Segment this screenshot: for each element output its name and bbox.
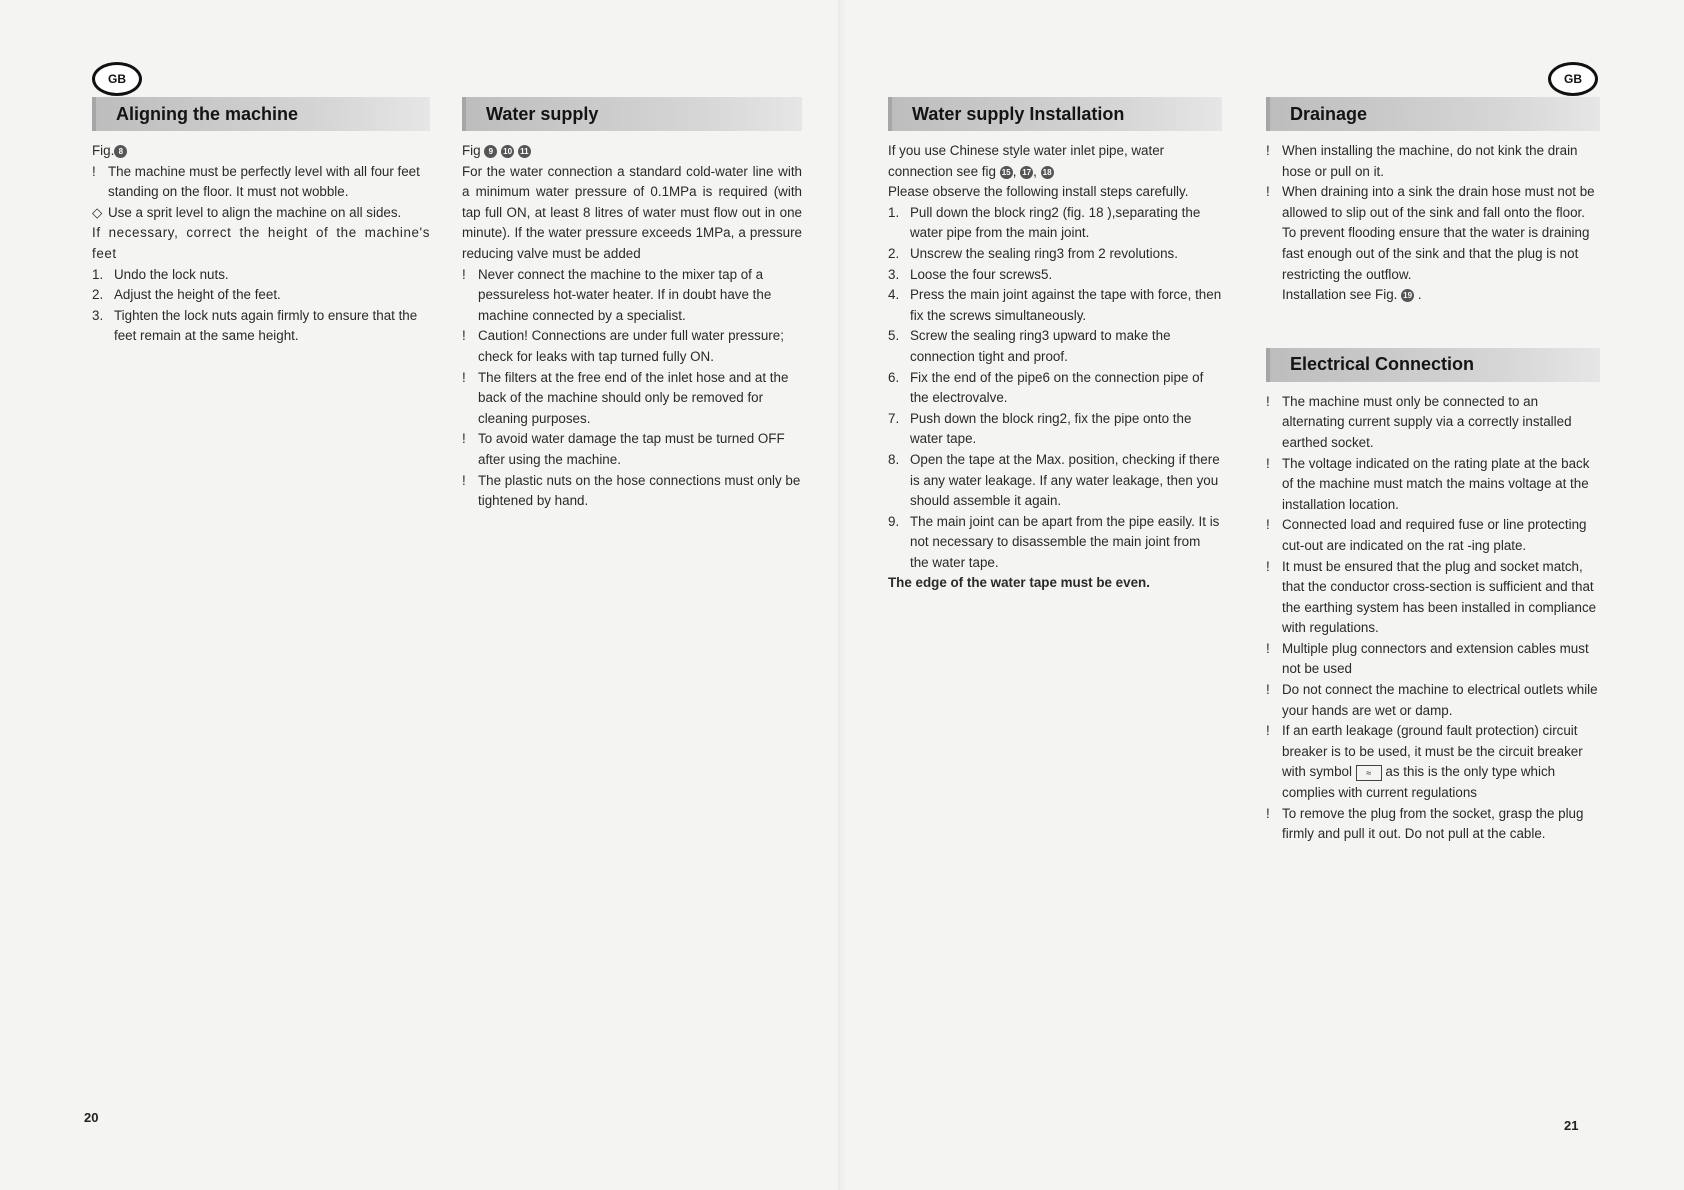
figure-number-icon: 19: [1401, 289, 1414, 302]
list-item: ! The machine must only be connected to an alternating current supply via a correctly installed earthed socket.: [1266, 393, 1572, 450]
page-number: 20: [84, 1110, 99, 1125]
bullet-text: Use a sprit level to align the machine on all sides.: [108, 204, 402, 220]
list-item: ! The voltage indicated on the rating plate at the back of the machine must match the mains voltage at the installation location.: [1266, 455, 1590, 512]
bullet-text: as this is the only type which complies with current regulations: [1282, 764, 1556, 801]
aligning-section: [92, 97, 430, 347]
fig-reference: Installation see Fig. 19 .: [1282, 287, 1422, 303]
intro-text: If necessary, correct the height of the machine's feet: [92, 225, 430, 261]
list-item: ! To avoid water damage the tap must be turned OFF after using the machine.: [462, 431, 785, 467]
bullet-text: It must be ensured that the plug and socket match, that the conductor cross-section is sufficient and that the earthing system has been installed in compliance with regulations.: [1282, 558, 1597, 636]
bullet-text: When installing the machine, do not kink the drain hose or pull on it.: [1282, 143, 1578, 179]
country-badge: GB: [1548, 62, 1598, 96]
bullet-text: To remove the plug from the socket, grasp the plug firmly and pull it out. Do not pull at the cable.: [1282, 805, 1584, 842]
section-heading: Water supply: [462, 97, 802, 131]
bullet-text: Connected load and required fuse or line protecting cut-out are indicated on the rat -ing plate.: [1282, 517, 1587, 553]
list-item: ! When installing the machine, do not kink the drain hose or pull on it.: [1266, 143, 1578, 179]
intro-text-2: Please observe the following install steps carefully.: [888, 184, 1189, 200]
list-item: ! Never connect the machine to the mixer tap of a pessureless hot-water heater. If in doubt have the machine connected by a specialist.: [462, 266, 772, 323]
list-item: ! When draining into a sink the drain hose must not be allowed to slip out of the sink and fall onto the floor. To prevent flooding ensure that the water is draining fast enough out of the sink and that the plug is not restricting the outflow.: [1266, 184, 1595, 282]
step-item: 3. Loose the four screws5.: [888, 266, 1053, 282]
step-text: Screw the sealing ring3 upward to make the connection tight and proof.: [910, 328, 1171, 364]
list-item: ! Connected load and required fuse or line protecting cut-out are indicated on the rat -ing plate.: [1266, 517, 1587, 553]
bullet-text: The machine must be perfectly level with all four feet standing on the floor. It must not wobble.: [108, 163, 420, 200]
figure-number-icon: 9: [484, 145, 497, 158]
list-item: ! Multiple plug connectors and extension cables must not be used: [1266, 640, 1589, 677]
list-item: ! It must be ensured that the plug and socket match, that the conductor cross-section is sufficient and that the earthing system has been installed in compliance with regulations.: [1266, 558, 1597, 636]
list-item: ! The plastic nuts on the hose connections must only be tightened by hand.: [462, 472, 801, 509]
list-item: [92, 203, 430, 224]
bullet-text: The plastic nuts on the hose connections must only be tightened by hand.: [478, 472, 801, 509]
step-item: 3. Tighten the lock nuts again firmly to ensure that the feet remain at the same height.: [92, 307, 418, 344]
fig-reference: [92, 141, 430, 162]
step-text: Pull down the block ring2 (fig. 18 ),separating the water pipe from the main joint.: [910, 204, 1201, 241]
step-item: 5. Screw the sealing ring3 upward to make the connection tight and proof.: [888, 328, 1171, 364]
section-heading-electrical: Electrical Connection: [1266, 348, 1600, 382]
country-badge: GB: [92, 62, 142, 96]
figure-number-icon: 10: [501, 145, 514, 158]
step-item: 2. Unscrew the sealing ring3 from 2 revolutions.: [888, 245, 1178, 261]
figure-number-icon: 15: [1000, 166, 1013, 179]
bullet-text: If an earth leakage (ground fault protection) circuit breaker is to be used, it must be the circuit breaker with symbol: [1282, 723, 1583, 780]
water-supply-section: [462, 97, 802, 512]
step-item: 1. Undo the lock nuts.: [92, 266, 229, 282]
intro-text: For the water connection a standard cold-water line with a minimum water pressure of 0.1MPa is required (with tap full ON, at least 8 litres of water must flow out in one minute). If the water pressure exceeds 1MPa, a pressure reducing valve must be added: [462, 163, 802, 261]
page-number: 21: [1564, 1118, 1579, 1133]
rcd-symbol-icon: ≈: [1356, 765, 1382, 781]
step-text: The main joint can be apart from the pipe easily. It is not necessary to disassemble the main joint from the water tape.: [910, 513, 1220, 570]
step-text: Push down the block ring2, fix the pipe onto the water tape.: [910, 410, 1192, 447]
fig-label: Installation see Fig.: [1282, 287, 1398, 303]
list-item: ! The filters at the free end of the inlet hose and at the back of the machine should only be removed for cleaning purposes.: [462, 369, 789, 426]
step-text: Open the tape at the Max. position, checking if there is any water leakage. If any water leakage, then you should assemble it again.: [910, 451, 1220, 509]
section-heading: Aligning the machine: [92, 97, 430, 131]
bullet-text: Never connect the machine to the mixer tap of a pessureless hot-water heater. If in doubt have the machine connected by a specialist.: [478, 266, 772, 323]
step-item: 4. Press the main joint against the tape with force, then fix the screws simultaneously.: [888, 287, 1222, 323]
bullet-text: The filters at the free end of the inlet hose and at the back of the machine should only be removed for cleaning purposes.: [478, 369, 789, 426]
step-text: Unscrew the sealing ring3 from 2 revolutions.: [910, 245, 1178, 261]
step-item: 1. Pull down the block ring2 (fig. 18 ),separating the water pipe from the main joint.: [888, 204, 1201, 241]
bullet-text: To avoid water damage the tap must be turned OFF after using the machine.: [478, 431, 785, 467]
step-text: Undo the lock nuts.: [114, 266, 229, 282]
section-heading: Water supply Installation: [888, 97, 1222, 131]
step-text: Adjust the height of the feet.: [114, 287, 281, 303]
step-item: 9. The main joint can be apart from the pipe easily. It is not necessary to disassemble the main joint from the water tape.: [888, 513, 1220, 570]
list-item: ! Do not connect the machine to electrical outlets while your hands are wet or damp.: [1266, 682, 1598, 718]
figure-number-icon: 8: [114, 145, 127, 158]
diamond-icon: ◇: [92, 204, 103, 220]
bullet-text: The machine must only be connected to an alternating current supply via a correctly installed earthed socket.: [1282, 393, 1572, 450]
fig-label: Fig: [462, 143, 481, 158]
step-item: 6. Fix the end of the pipe6 on the connection pipe of the electrovalve.: [888, 369, 1204, 406]
figure-number-icon: 17: [1020, 166, 1033, 179]
intro-sentence: If you use Chinese style water inlet pipe, water connection see fig: [888, 143, 1165, 179]
note-text: The edge of the water tape must be even.: [888, 575, 1150, 591]
step-item: 7. Push down the block ring2, fix the pipe onto the water tape.: [888, 410, 1192, 447]
step-item: 2. Adjust the height of the feet.: [92, 287, 281, 303]
step-text: Fix the end of the pipe6 on the connection pipe of the electrovalve.: [910, 369, 1204, 406]
fig-reference: [462, 141, 802, 162]
step-text: Press the main joint against the tape with force, then fix the screws simultaneously.: [910, 287, 1222, 323]
bullet-text: Do not connect the machine to electrical outlets while your hands are wet or damp.: [1282, 682, 1598, 718]
right-page: [842, 0, 1684, 1190]
installation-section: [888, 97, 1222, 594]
list-item: ! The machine must be perfectly level with all four feet standing on the floor. It must not wobble.: [92, 163, 420, 200]
drainage-section: [1266, 97, 1600, 845]
list-item: ! If an earth leakage (ground fault protection) circuit breaker is to be used, it must be the circuit breaker with symbol ≈ as this is the only type which complies with current regulations: [1266, 723, 1583, 801]
figure-number-icon: 18: [1041, 166, 1054, 179]
intro-text: If you use Chinese style water inlet pipe, water connection see fig 15 , 17 , 18: [888, 143, 1165, 179]
step-text: Loose the four screws5.: [910, 266, 1053, 282]
step-item: 8. Open the tape at the Max. position, checking if there is any water leakage. If any water leakage, then you should assemble it again.: [888, 451, 1220, 509]
fig-label: Fig.: [92, 143, 115, 158]
step-text: Tighten the lock nuts again firmly to ensure that the feet remain at the same height.: [114, 307, 418, 344]
list-item: ! Caution! Connections are under full water pressure; check for leaks with tap turned fully ON.: [462, 328, 784, 364]
bullet-text: The voltage indicated on the rating plate at the back of the machine must match the mains voltage at the installation location.: [1282, 455, 1590, 512]
figure-number-icon: 11: [518, 145, 531, 158]
bullet-text: Caution! Connections are under full water pressure; check for leaks with tap turned fully ON.: [478, 328, 784, 364]
section-heading: Drainage: [1266, 97, 1600, 131]
bullet-text: When draining into a sink the drain hose must not be allowed to slip out of the sink and fall onto the floor. To prevent flooding ensure that the water is draining fast enough out of the sink and that the plug is not restricting the outflow.: [1282, 184, 1595, 282]
list-item: ! To remove the plug from the socket, grasp the plug firmly and pull it out. Do not pull at the cable.: [1266, 805, 1584, 842]
bullet-text: Multiple plug connectors and extension cables must not be used: [1282, 640, 1589, 677]
